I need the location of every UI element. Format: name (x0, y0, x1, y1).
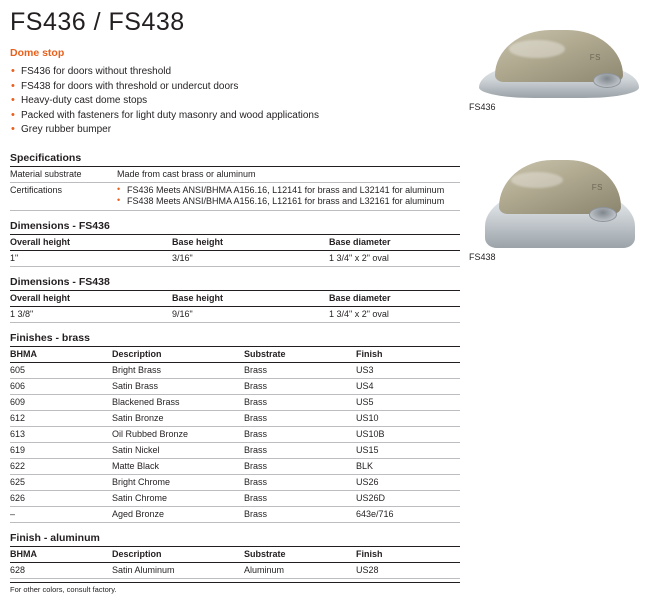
cell-finish: US26 (356, 474, 460, 490)
cell-base-diameter: 1 3/4" x 2" oval (329, 306, 460, 322)
column-header: Substrate (244, 547, 356, 563)
specifications-heading: Specifications (10, 152, 460, 167)
dome-highlight (511, 172, 563, 188)
product-subtitle: Dome stop (10, 47, 65, 59)
cell-description: Bright Brass (112, 362, 244, 378)
column-header: Base diameter (329, 235, 460, 251)
cell-bhma: – (10, 506, 112, 522)
column-header: Finish (356, 547, 460, 563)
cell-finish: US10B (356, 426, 460, 442)
table-row (10, 410, 460, 426)
brand-logo: FS (591, 183, 603, 192)
specifications-table (10, 167, 460, 211)
screw-hole (589, 207, 617, 222)
cell-description: Satin Bronze (112, 410, 244, 426)
list-item: • Packed with fasteners for light duty masonry and wood applications (10, 109, 460, 124)
cell-description: Satin Aluminum (112, 562, 244, 578)
cell-substrate: Brass (244, 442, 356, 458)
dome-stop-fs436-image (465, 10, 653, 98)
table-row (10, 458, 460, 474)
cell-finish: BLK (356, 458, 460, 474)
table-header-row (10, 235, 460, 251)
cell-description: Aged Bronze (112, 506, 244, 522)
certifications-value (117, 182, 460, 210)
table-row (10, 562, 460, 578)
footnote: For other colors, consult factory. (10, 582, 460, 594)
cell-finish: US15 (356, 442, 460, 458)
cell-substrate: Brass (244, 474, 356, 490)
list-item: • FS438 for doors with threshold or undercut doors (10, 80, 460, 95)
brand-logo: FS (589, 53, 601, 62)
feature-list (10, 65, 460, 138)
cell-substrate: Brass (244, 378, 356, 394)
cell-bhma: 622 (10, 458, 112, 474)
column-header: BHMA (10, 547, 112, 563)
product-fs438 (465, 128, 655, 262)
cell-substrate: Brass (244, 506, 356, 522)
column-header: BHMA (10, 347, 112, 363)
table-row (10, 442, 460, 458)
spec-label: Material substrate (10, 167, 117, 183)
table-row (10, 490, 460, 506)
cell-bhma: 609 (10, 394, 112, 410)
cell-substrate: Brass (244, 410, 356, 426)
product-caption: FS438 (469, 252, 496, 262)
product-fs436 (465, 10, 655, 112)
product-image-column (465, 10, 655, 278)
list-item: • Heavy-duty cast dome stops (10, 94, 460, 109)
table-row (10, 474, 460, 490)
cell-substrate: Brass (244, 458, 356, 474)
list-item: • FS436 for doors without threshold (10, 65, 460, 80)
cell-finish: US3 (356, 362, 460, 378)
table-header-row (10, 347, 460, 363)
table-row (10, 426, 460, 442)
column-header: Description (112, 347, 244, 363)
cell-bhma: 626 (10, 490, 112, 506)
cell-bhma: 612 (10, 410, 112, 426)
column-header: Base height (172, 291, 329, 307)
cell-substrate: Brass (244, 426, 356, 442)
cell-base-diameter: 1 3/4" x 2" oval (329, 250, 460, 266)
table-row (10, 378, 460, 394)
product-caption: FS436 (469, 102, 496, 112)
cell-description: Satin Chrome (112, 490, 244, 506)
dimensions-fs438-table (10, 291, 460, 323)
table-row (10, 182, 460, 210)
column-header: Description (112, 547, 244, 563)
finishes-brass-heading: Finishes - brass (10, 332, 460, 347)
table-header-row (10, 547, 460, 563)
dimensions-fs438-heading: Dimensions - FS438 (10, 276, 460, 291)
cell-substrate: Brass (244, 394, 356, 410)
dome-highlight (509, 40, 565, 58)
content-column (10, 0, 460, 594)
cell-finish: 643e/716 (356, 506, 460, 522)
table-row (10, 250, 460, 266)
table-row (10, 362, 460, 378)
cell-finish: US26D (356, 490, 460, 506)
cell-base-height: 9/16" (172, 306, 329, 322)
cell-description: Blackened Brass (112, 394, 244, 410)
cell-bhma: 619 (10, 442, 112, 458)
table-row (10, 306, 460, 322)
cell-base-height: 3/16" (172, 250, 329, 266)
certification-list (117, 185, 458, 208)
list-item: • FS438 Meets ANSI/BHMA A156.16, L12161 for brass and L32161 for aluminum (117, 196, 458, 208)
table-row (10, 506, 460, 522)
screw-hole (593, 73, 621, 88)
cell-finish: US4 (356, 378, 460, 394)
dimensions-fs436-table (10, 235, 460, 267)
cell-description: Bright Chrome (112, 474, 244, 490)
cell-substrate: Brass (244, 490, 356, 506)
column-header: Substrate (244, 347, 356, 363)
cell-bhma: 625 (10, 474, 112, 490)
cell-overall-height: 1" (10, 250, 172, 266)
cell-bhma: 613 (10, 426, 112, 442)
cell-description: Oil Rubbed Bronze (112, 426, 244, 442)
finish-aluminum-heading: Finish - aluminum (10, 532, 460, 547)
table-row (10, 394, 460, 410)
cell-bhma: 628 (10, 562, 112, 578)
cell-description: Satin Brass (112, 378, 244, 394)
cell-bhma: 606 (10, 378, 112, 394)
table-header-row (10, 291, 460, 307)
column-header: Overall height (10, 291, 172, 307)
dimensions-fs436-heading: Dimensions - FS436 (10, 220, 460, 235)
cell-finish: US5 (356, 394, 460, 410)
cell-substrate: Aluminum (244, 562, 356, 578)
cell-finish: US10 (356, 410, 460, 426)
cell-description: Satin Nickel (112, 442, 244, 458)
column-header: Overall height (10, 235, 172, 251)
list-item: • Grey rubber bumper (10, 123, 460, 138)
list-item: • FS436 Meets ANSI/BHMA A156.16, L12141 for brass and L32141 for aluminum (117, 185, 458, 197)
column-header: Base diameter (329, 291, 460, 307)
cell-substrate: Brass (244, 362, 356, 378)
column-header: Finish (356, 347, 460, 363)
cell-bhma: 605 (10, 362, 112, 378)
cell-overall-height: 1 3/8" (10, 306, 172, 322)
cell-description: Matte Black (112, 458, 244, 474)
cell-finish: US28 (356, 562, 460, 578)
certifications-label: Certifications (10, 182, 117, 210)
finishes-brass-table (10, 347, 460, 523)
table-row (10, 167, 460, 183)
finish-aluminum-table (10, 547, 460, 579)
column-header: Base height (172, 235, 329, 251)
dome-stop-fs438-image (465, 128, 653, 248)
page-title: FS436 / FS438 (10, 8, 185, 36)
spec-value: Made from cast brass or aluminum (117, 167, 460, 183)
